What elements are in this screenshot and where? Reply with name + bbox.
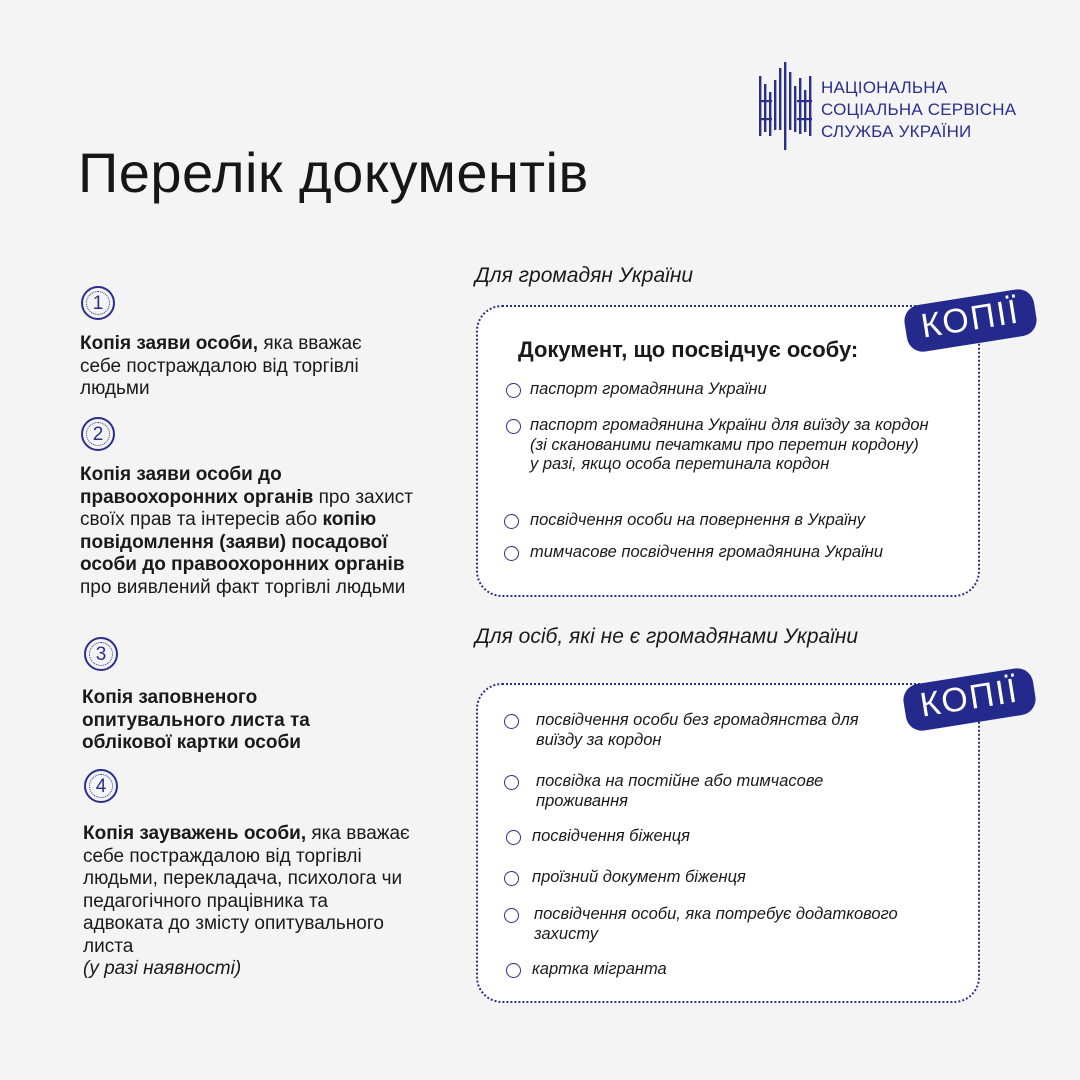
step-number-badge — [81, 417, 115, 451]
step-text: про виявлений факт торгівлі людьми — [80, 576, 406, 598]
list-item-text: посвідчення особи без громадянства для виїзду за кордон — [536, 711, 859, 749]
step-number-badge — [84, 637, 118, 671]
circle-bullet-icon — [504, 871, 519, 886]
list-item-text: проїзний документ біженця — [532, 868, 746, 886]
circle-bullet-icon — [504, 514, 519, 529]
step-text-bold: Копія заяви особи до правоохоронних органів — [80, 464, 314, 508]
nsss-logo-icon — [757, 62, 815, 152]
circle-bullet-icon — [506, 419, 521, 434]
list-item-text: посвідчення біженця — [532, 827, 690, 845]
list-item-text: посвідчення особи, яка потребує додаткового захисту — [534, 905, 898, 943]
circle-bullet-icon — [504, 775, 519, 790]
org-name-line: СЛУЖБА УКРАЇНИ — [821, 122, 972, 141]
step-text: яка вважає себе постраждалою від торгівлі людьми — [80, 333, 362, 399]
step-text: яка вважає себе постраждалою від торгівлі людьми, перекладача, психолога чи педагогічного працівника та адвоката до змісту опитувального листа — [83, 823, 410, 957]
step-number: 4 — [95, 775, 107, 797]
list-item-text: паспорт громадянина України для виїзду за кордон (зі сканованими печатками про перетин кордону) у разі, якщо особа перетинала кордон — [530, 416, 929, 473]
step-1-text — [80, 333, 380, 401]
step-text-bold: копію повідомлення (заяви) посадової особи до правоохоронних органів — [80, 509, 405, 575]
list-item-text: паспорт громадянина України — [530, 380, 767, 398]
step-number: 1 — [92, 292, 104, 314]
card-title: Документ, що посвідчує особу: — [518, 337, 859, 362]
circle-bullet-icon — [504, 908, 519, 923]
step-number: 2 — [92, 423, 104, 445]
step-4-text — [83, 823, 413, 981]
citizens-heading: Для громадян України — [475, 264, 694, 287]
step-2-text — [80, 464, 430, 599]
circle-bullet-icon — [506, 383, 521, 398]
copies-badge: КОПІЇ — [902, 287, 1039, 354]
circle-bullet-icon — [504, 714, 519, 729]
step-number-badge — [84, 769, 118, 803]
circle-bullet-icon — [506, 963, 521, 978]
list-item-text: картка мігранта — [532, 960, 667, 978]
step-text: (у разі наявності) — [83, 958, 242, 979]
org-name-line: НАЦІОНАЛЬНА — [821, 78, 948, 97]
step-text-bold: Копія заповненого опитувального листа та облікової картки особи — [82, 687, 310, 753]
step-number-badge — [81, 286, 115, 320]
circle-bullet-icon — [506, 830, 521, 845]
page-title: Перелік документів — [78, 141, 589, 204]
step-3-text — [82, 687, 352, 755]
org-logo — [757, 62, 1057, 152]
step-text-bold: Копія зауважень особи, — [83, 823, 307, 844]
list-item-text: тимчасове посвідчення громадянина України — [530, 543, 884, 561]
step-text-bold: Копія заяви особи, — [80, 333, 259, 354]
org-name — [821, 77, 1016, 143]
non-citizens-card — [476, 683, 980, 1003]
non-citizens-heading: Для осіб, які не є громадянами України — [475, 625, 859, 648]
citizens-card — [476, 305, 980, 597]
list-item-text: посвідка на постійне або тимчасове проживання — [536, 772, 824, 810]
circle-bullet-icon — [504, 546, 519, 561]
step-number: 3 — [95, 643, 107, 665]
list-item-text: посвідчення особи на повернення в Україну — [530, 511, 866, 529]
copies-badge: КОПІЇ — [901, 666, 1038, 733]
step-text: про захист своїх прав та інтересів або — [80, 486, 413, 530]
org-name-line: СОЦІАЛЬНА СЕРВІСНА — [821, 100, 1017, 119]
